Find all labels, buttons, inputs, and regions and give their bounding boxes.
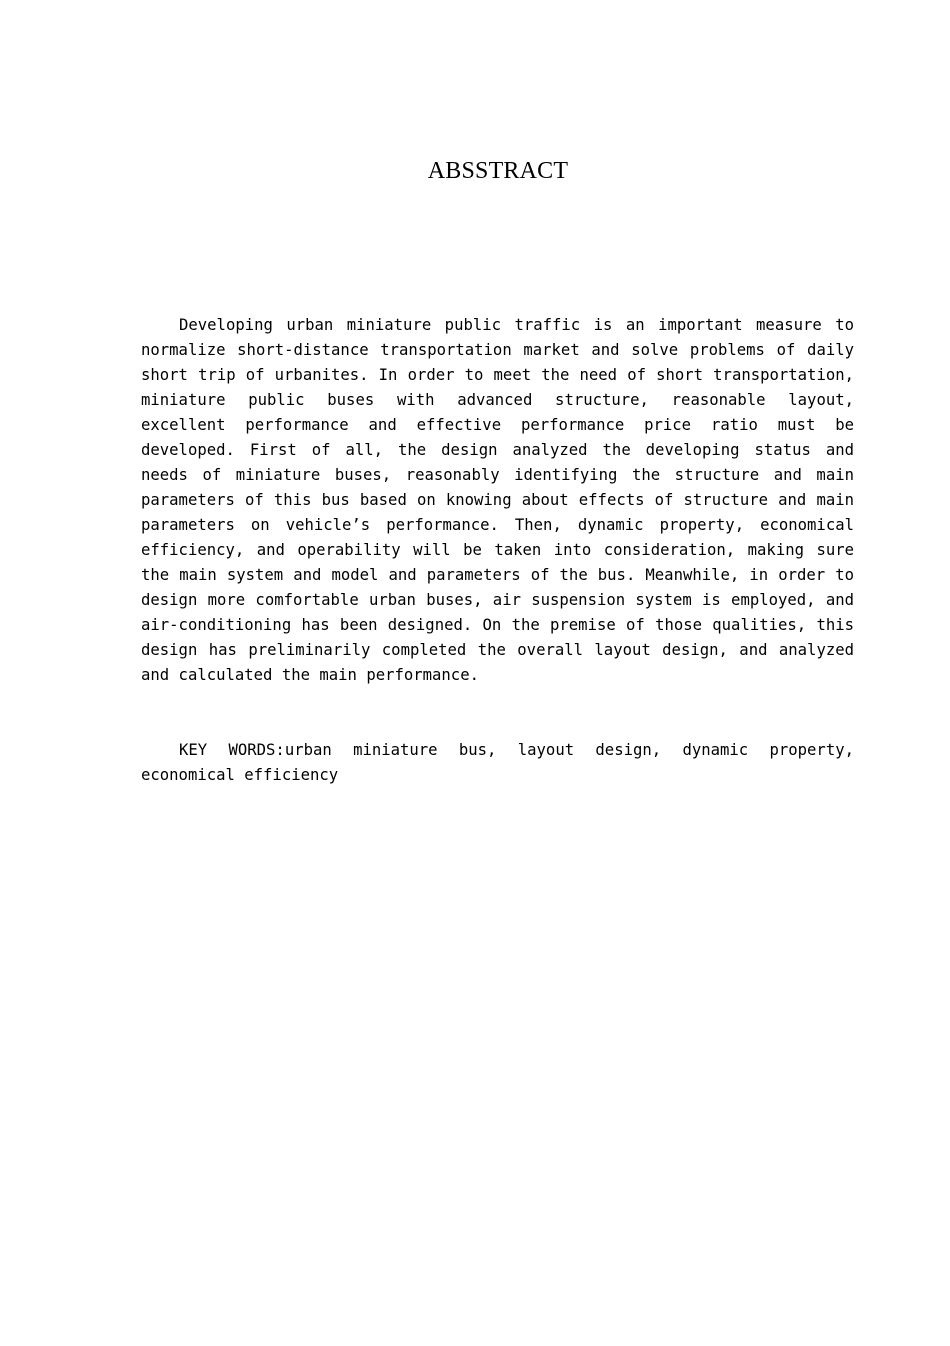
abstract-paragraph: Developing urban miniature public traffic is an important measure to normalize short-distance transportation market and solve problems of daily short trip of urbanites. In order to meet the need of short transportation, miniature public buses with advanced structure, reasonable layout, excellent performance and effective performance price ratio must be developed. First of all, the design analyzed the developing status and needs of miniature buses, reasonably identifying the structure and main parameters of this bus based on knowing about effects of structure and main parameters on vehicle’s performance. Then, dynamic property, economical efficiency, and operability will be taken into consideration, making sure the main system and model and parameters of the bus. Meanwhile, in order to design more comfortable urban buses, air suspension system is employed, and air-conditioning has been designed. On the premise of those qualities, this design has preliminarily completed the overall layout design, and analyzed and calculated the main performance. (141, 316, 854, 684)
abstract-title: ABSSTRACT (427, 158, 569, 184)
keywords-paragraph: KEY WORDS:urban miniature bus, layout design, dynamic property, economical efficiency (141, 741, 854, 784)
